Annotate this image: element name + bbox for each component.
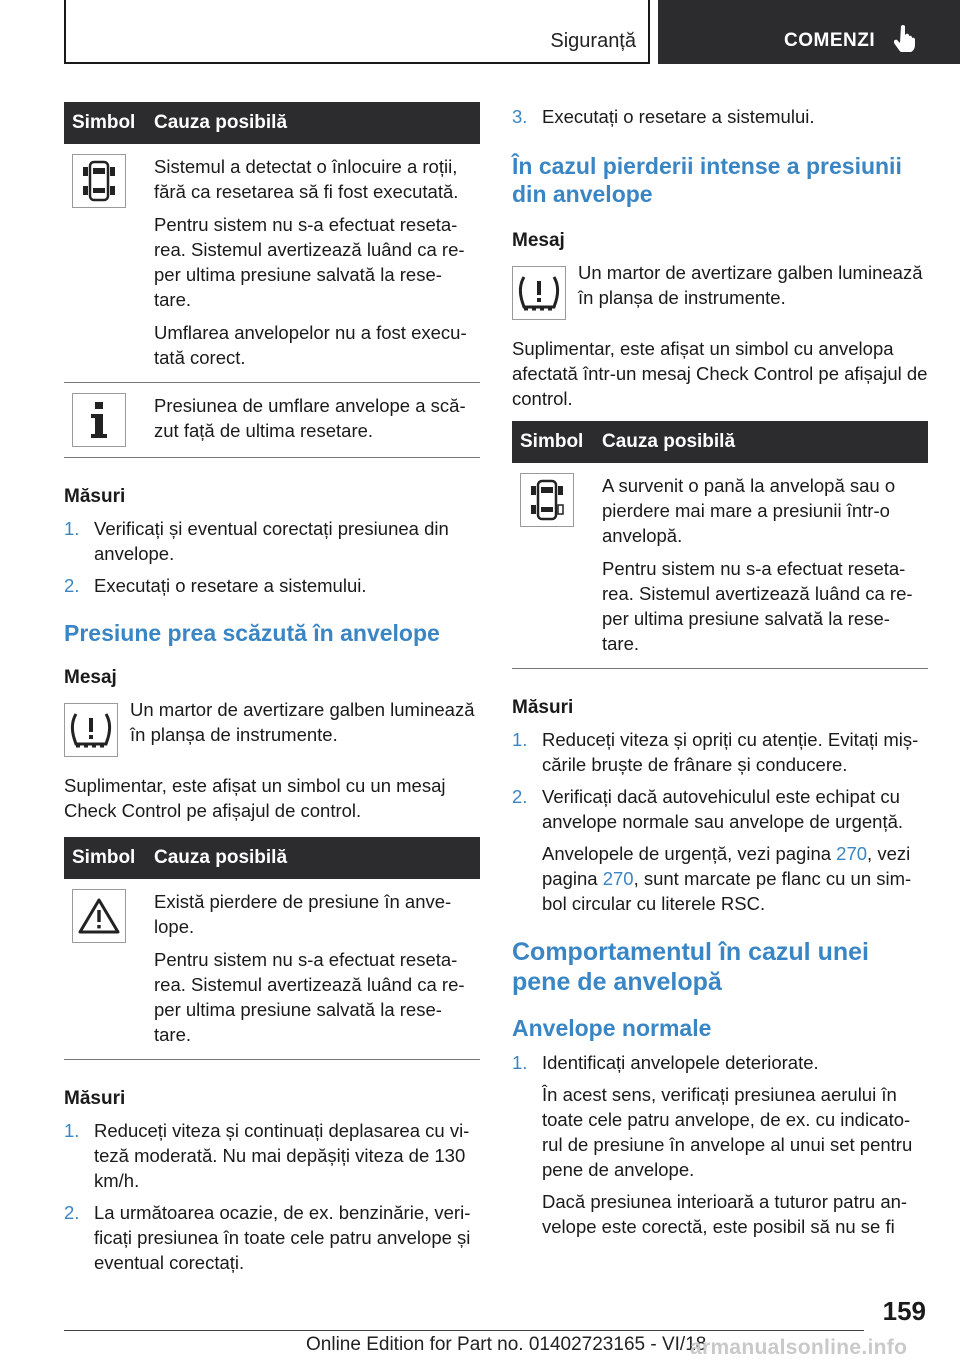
- warning-triangle-icon: [72, 889, 126, 943]
- tpms-car-reset-icon: [72, 154, 126, 208]
- symbol-table-3: [512, 421, 928, 669]
- page-link[interactable]: 270: [836, 843, 868, 864]
- left-column: [64, 102, 480, 1282]
- message-block: [512, 260, 928, 320]
- table-header-symbol: Simbol: [64, 102, 146, 144]
- measures-list-continued: [512, 104, 928, 129]
- cause-text: A survenit o pană la anvelopă sau o pierdere mai mare a presiunii într-o anvelopă.: [602, 475, 896, 546]
- footer-edition: Online Edition for Part no. 01402723165 - VI/18: [306, 1334, 707, 1355]
- measures-title: Măsuri: [512, 697, 574, 718]
- list-item: 1. Verificați și eventual corectați presiunea din anvelope.: [64, 518, 449, 564]
- supplementary-text: Suplimentar, este afișat un simbol cu un mesaj Check Control pe afișajul de control.: [64, 775, 446, 821]
- list-item: 2. Verificați dacă autovehiculul este echipat cu anvelope normale sau anvelope de urgență. Anvelopele de urgență, vezi pagina 270, vezi pagina 270, sunt marcate pe flanc cu un sim-bol circular cu literele RSC.: [512, 784, 928, 916]
- chapter-title: COMENZI: [784, 30, 876, 51]
- right-column: [512, 102, 928, 1246]
- measures-list: [64, 516, 480, 598]
- info-icon: [72, 393, 126, 447]
- measures-list: [64, 1118, 480, 1275]
- list-item: 1. Identificați anvelopele deteriorate. În acest sens, verificați presiunea aerului în toate cele patru anvelope, de ex. cu indicato-rul de presiune în anvelope al unui set pentru pene de anvelope. Dacă presiunea interioară a tuturor patru an-velope este corectă, este posibil să nu se fi: [512, 1050, 928, 1239]
- cause-text: Pentru sistem nu s-a efectuat reseta-rea. Sistemul avertizează luând ca re-per ultima presiune salvată la rese-tare.: [154, 214, 465, 310]
- cause-text: Pentru sistem nu s-a efectuat reseta-rea. Sistemul avertizează luând ca re-per ultima presiune salvată la rese-tare.: [602, 558, 913, 654]
- symbol-table-2: [64, 837, 480, 1060]
- list-item-note: Dacă presiunea interioară a tuturor patru an-velope este corectă, este posibil să nu se fi: [542, 1191, 908, 1237]
- measures-title: Măsuri: [64, 1088, 126, 1109]
- section-heading-intense-loss: În cazul pierderii intense a presiunii din anvelope: [512, 153, 902, 207]
- section-heading-low-pressure: Presiune prea scăzută în anvelope: [64, 620, 440, 646]
- table-header-cause: Cauza posibilă: [594, 421, 928, 463]
- watermark: armanualsonline.info: [690, 1336, 908, 1359]
- section-heading-flat-tire: Comportamentul în cazul unei pene de anvelopă: [512, 938, 869, 996]
- page-number: 159: [882, 1296, 926, 1326]
- table-header-cause: Cauza posibilă: [146, 837, 480, 879]
- header-section-box: [64, 0, 650, 64]
- list-item: 1. Reduceți viteza și continuați deplasarea cu vi-teză moderată. Nu mai depășiți viteza de 130 km/h.: [64, 1120, 470, 1191]
- table-row: [64, 144, 480, 383]
- list-item-note: Anvelopele de urgență, vezi pagina 270, vezi pagina 270, sunt marcate pe flanc cu un sim-bol circular cu literele RSC.: [542, 843, 912, 914]
- footer-divider: [64, 1330, 864, 1331]
- list-item-note: În acest sens, verificați presiunea aerului în toate cele patru anvelope, de ex. cu indicato-rul de presiune în anvelope al unui set pentru pene de anvelope.: [542, 1084, 913, 1180]
- list-item: 2. La următoarea ocazie, de ex. benzinărie, veri-ficați presiunea în toate cele patru anvelope și eventual corectați.: [64, 1202, 471, 1273]
- header-chapter-tab[interactable]: [658, 0, 960, 64]
- cause-text: Există pierdere de presiune în anve-lope.: [154, 891, 452, 937]
- list-item: 1. Reduceți viteza și opriți cu atenție. Evitați miș-cările bruște de frânare și conducere.: [512, 729, 919, 775]
- section-heading-normal-tires: Anvelope normale: [512, 1015, 712, 1041]
- cause-text: Presiunea de umflare anvelope a scă-zut față de ultima resetare.: [154, 395, 466, 441]
- table-row: [64, 879, 480, 1060]
- page-link[interactable]: 270: [602, 868, 634, 889]
- tpms-car-flat-icon: [520, 473, 574, 527]
- normal-tires-steps: [512, 1050, 928, 1239]
- message-text: Un martor de avertizare galben luminează în planșa de instrumente.: [130, 699, 475, 745]
- cause-text: Pentru sistem nu s-a efectuat reseta-rea. Sistemul avertizează luând ca re-per ultima presiune salvată la rese-tare.: [154, 949, 465, 1045]
- measures-list: [512, 727, 928, 916]
- tire-pressure-warning-icon: [64, 703, 118, 757]
- symbol-table-1: [64, 102, 480, 458]
- cause-text: Sistemul a detectat o înlocuire a roții, fără ca resetarea să fi fost executată.: [154, 156, 459, 202]
- list-item: 2. Executați o resetare a sistemului.: [64, 575, 367, 596]
- table-header-cause: Cauza posibilă: [146, 102, 480, 144]
- cause-text: Umflarea anvelopelor nu a fost execu-tată corect.: [154, 322, 467, 368]
- table-header-symbol: Simbol: [64, 837, 146, 879]
- list-item: 3. Executați o resetare a sistemului.: [512, 106, 815, 127]
- message-title: Mesaj: [64, 667, 117, 688]
- supplementary-text: Suplimentar, este afișat un simbol cu anvelopa afectată într-un mesaj Check Control pe afișajul de control.: [512, 338, 928, 409]
- tire-pressure-warning-icon: [512, 266, 566, 320]
- message-title: Mesaj: [512, 230, 565, 251]
- message-block: [64, 697, 480, 757]
- message-text: Un martor de avertizare galben luminează în planșa de instrumente.: [578, 262, 923, 308]
- table-header-symbol: Simbol: [512, 421, 594, 463]
- measures-title: Măsuri: [64, 486, 126, 507]
- table-row: [512, 463, 928, 669]
- table-row: [64, 383, 480, 458]
- section-title: Siguranță: [550, 30, 636, 52]
- hand-pointer-icon: [894, 24, 916, 57]
